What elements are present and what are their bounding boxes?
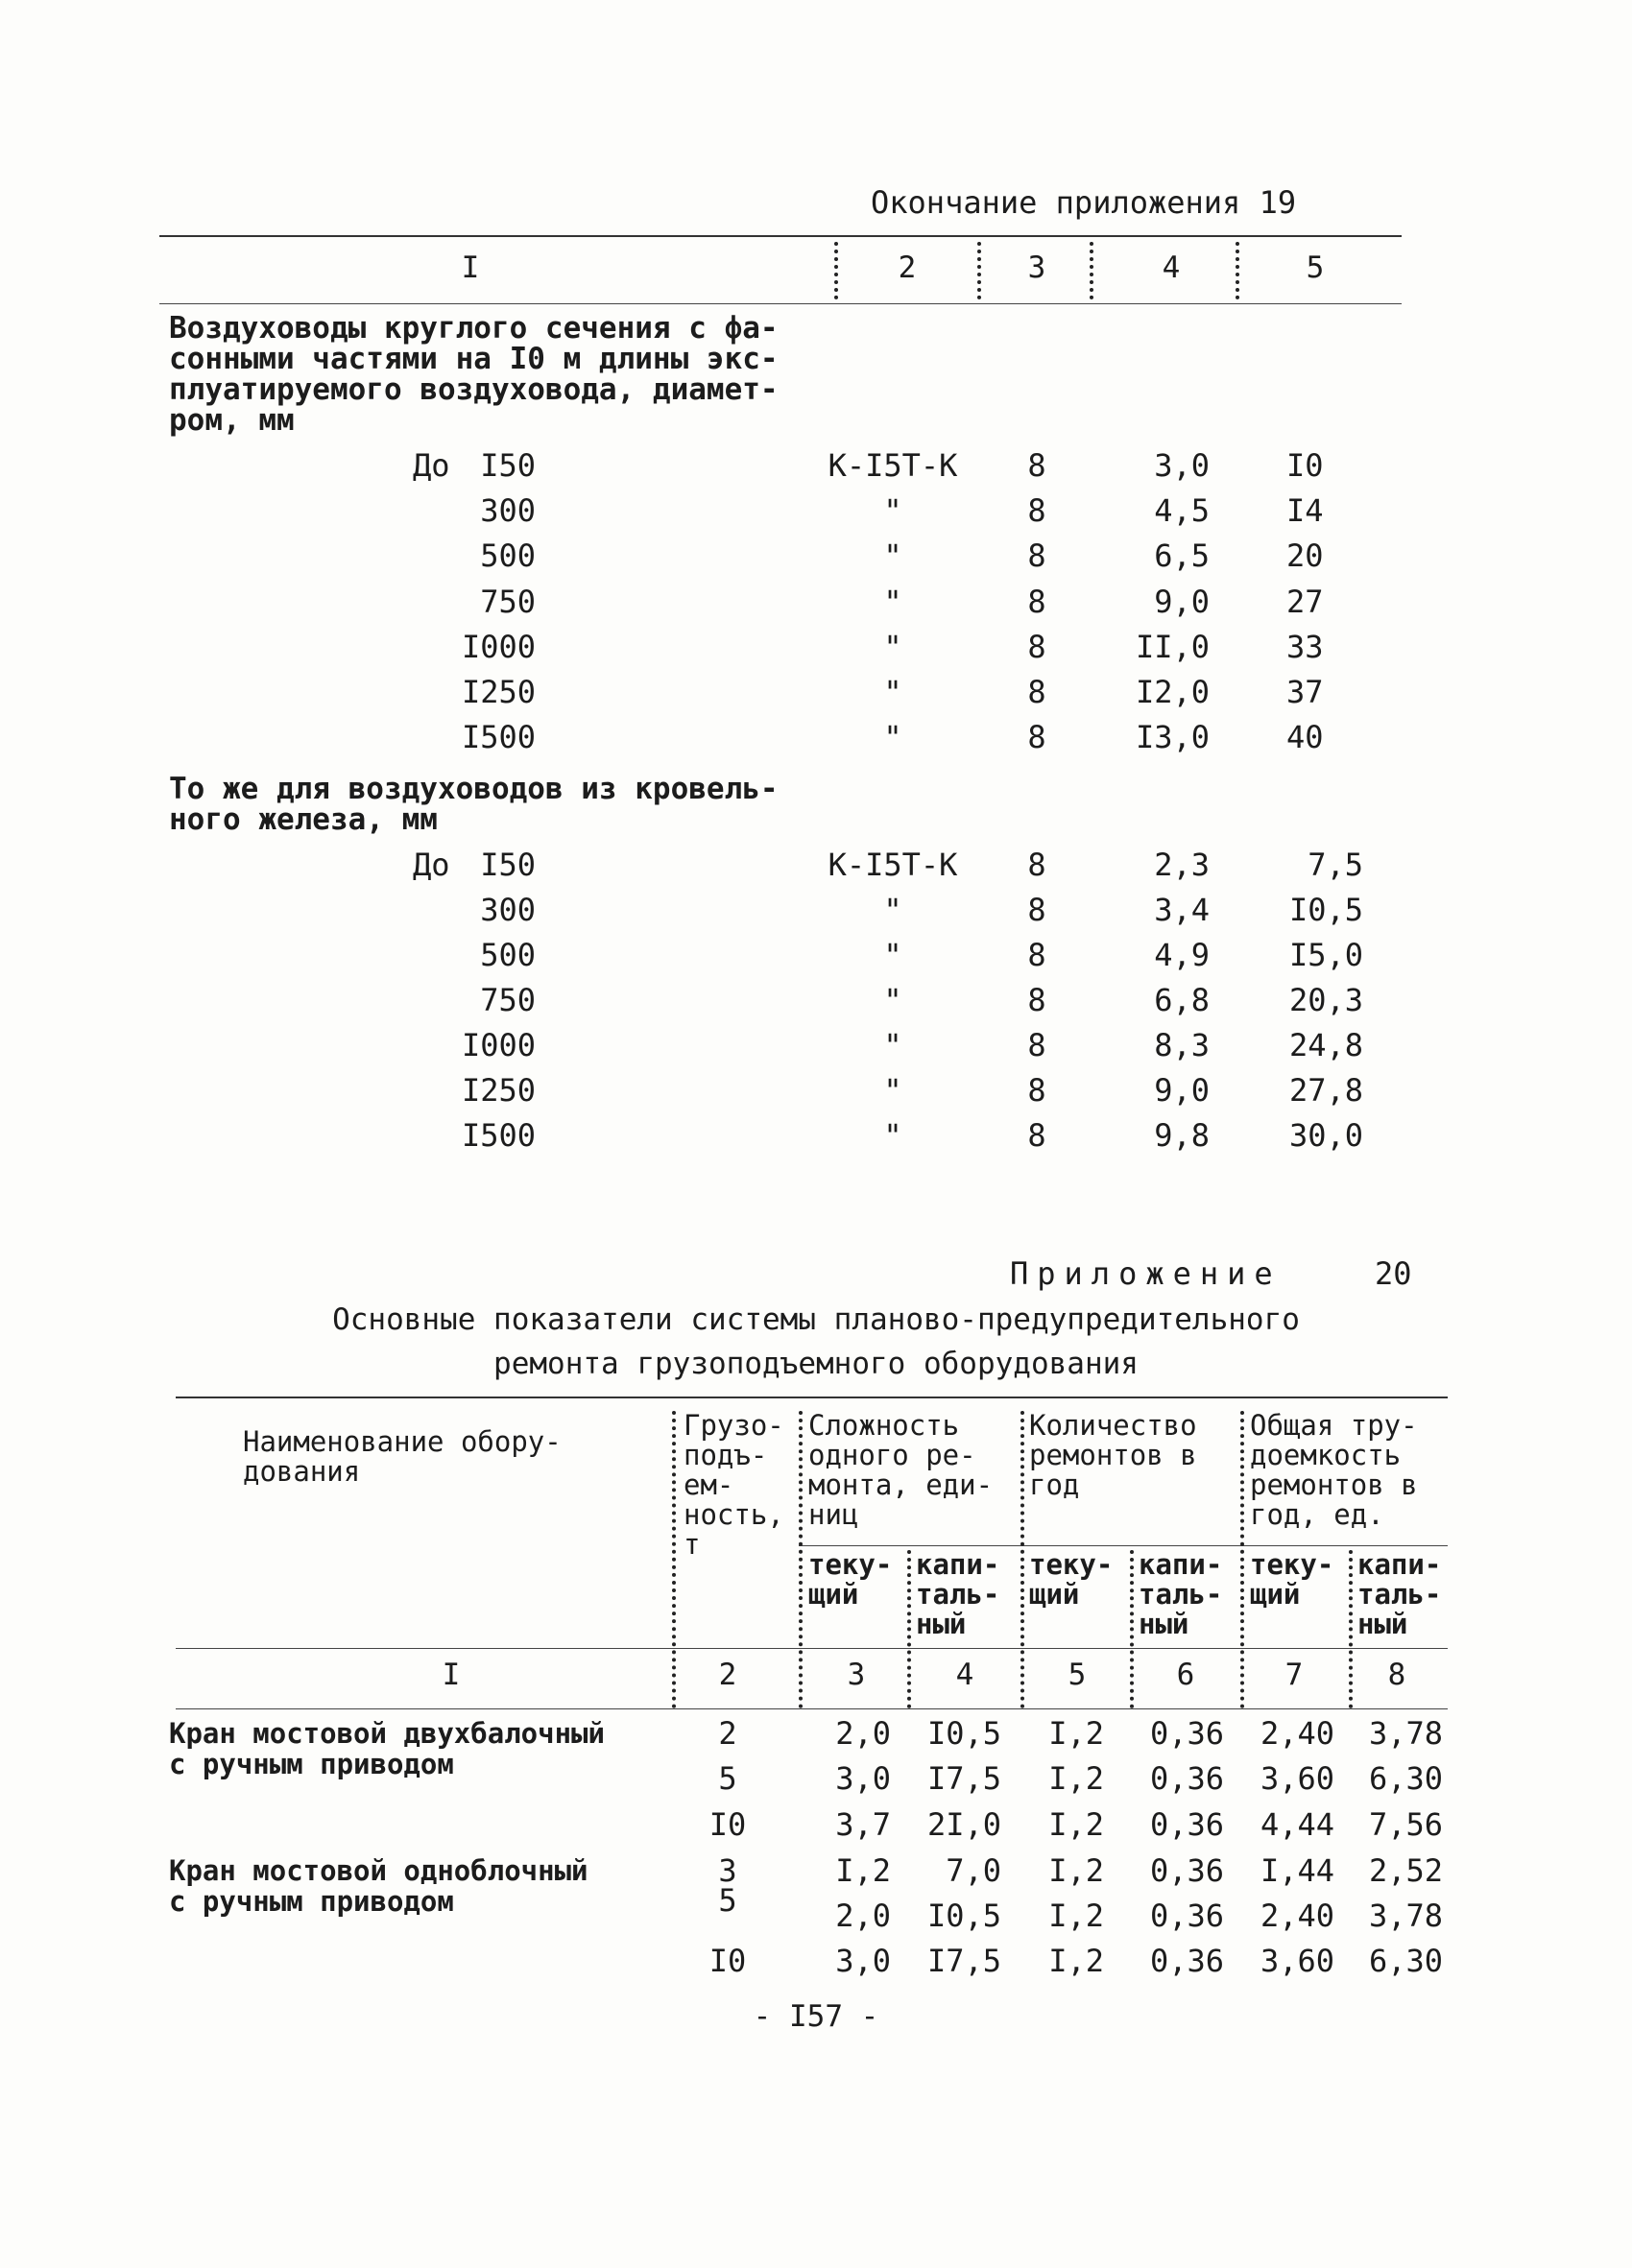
appendix20-label: Приложение <box>1010 1255 1282 1292</box>
row-diameter: I000 <box>461 1027 536 1063</box>
cell-col8: 6,30 <box>1368 1760 1443 1797</box>
cell-col6: 0,36 <box>1149 1715 1224 1752</box>
row-code: " <box>883 1117 902 1154</box>
table-row <box>0 1808 1632 1847</box>
row-col3: 8 <box>1027 982 1046 1018</box>
group-title-line: плуатируемого воздуховода, диамет- <box>169 372 779 407</box>
row-col4: 3,0 <box>1154 447 1210 484</box>
cell-col3: 3,7 <box>835 1806 891 1843</box>
header-complexity: Сложность одного ре- монта, еди- ниц <box>808 1409 994 1531</box>
row-col3: 8 <box>1027 492 1046 529</box>
table19-col-4: 4 <box>1162 251 1181 285</box>
table19-top-rule <box>159 235 1402 237</box>
cell-col5: I,2 <box>1048 1806 1104 1843</box>
table19-header-rule <box>159 303 1402 304</box>
row-diameter: I500 <box>461 1117 536 1154</box>
column-number: 4 <box>955 1658 974 1692</box>
row-diameter: I250 <box>461 674 536 710</box>
equipment-name-line: Кран мостовой двухбалочный <box>169 1717 605 1750</box>
header-equipment-name: Наименование обору- дования <box>243 1425 562 1488</box>
table20-divider <box>1349 1550 1353 1708</box>
column-number: 8 <box>1387 1658 1406 1692</box>
row-col5: 40 <box>1286 719 1324 755</box>
row-col5: 27,8 <box>1288 1072 1363 1109</box>
header-capital: капи- таль- ный <box>1357 1548 1442 1640</box>
row-col4: 2,3 <box>1154 847 1210 883</box>
cell-col6: 0,36 <box>1149 1898 1224 1934</box>
row-code: " <box>883 719 902 755</box>
table-row <box>0 1119 1632 1158</box>
row-code: " <box>883 674 902 710</box>
row-diameter: I50 <box>480 847 536 883</box>
row-diameter: I500 <box>461 719 536 755</box>
cell-col4: I7,5 <box>926 1943 1001 1979</box>
cell-col6: 0,36 <box>1149 1806 1224 1843</box>
cell-col3: 2,0 <box>835 1715 891 1752</box>
cell-capacity: I0 <box>708 1806 747 1843</box>
row-col4: 3,4 <box>1154 892 1210 928</box>
table20-divider <box>1240 1411 1244 1708</box>
table20-divider <box>907 1550 911 1708</box>
table19-col-1: I <box>461 251 480 285</box>
row-col4: 4,9 <box>1154 937 1210 973</box>
row-code: " <box>883 492 902 529</box>
cell-col7: I,44 <box>1260 1852 1334 1889</box>
table20-divider <box>1020 1411 1024 1708</box>
table-row <box>0 1717 1632 1755</box>
column-number: 5 <box>1068 1658 1087 1692</box>
cell-col4: 2I,0 <box>926 1806 1001 1843</box>
row-col5: I0,5 <box>1288 892 1363 928</box>
table-row <box>0 939 1632 977</box>
row-col3: 8 <box>1027 629 1046 665</box>
cell-col5: I,2 <box>1048 1852 1104 1889</box>
table-row <box>0 585 1632 624</box>
cell-col8: 3,78 <box>1368 1898 1443 1934</box>
row-col3: 8 <box>1027 847 1046 883</box>
table-row <box>0 494 1632 533</box>
column-number: 2 <box>718 1658 737 1692</box>
row-col3: 8 <box>1027 1117 1046 1154</box>
row-code: " <box>883 982 902 1018</box>
page-number: - I57 - <box>753 1999 879 2034</box>
equipment-name-line: Кран мостовой одноблочный <box>169 1854 588 1887</box>
cell-col5: I,2 <box>1048 1715 1104 1752</box>
row-col5: 20 <box>1286 537 1324 574</box>
row-col3: 8 <box>1027 1072 1046 1109</box>
row-col5: 33 <box>1286 629 1324 665</box>
table-row <box>0 721 1632 759</box>
row-diameter: 750 <box>480 584 536 620</box>
row-col3: 8 <box>1027 937 1046 973</box>
equipment-name-line: с ручным приводом <box>169 1885 454 1918</box>
table19-divider <box>834 242 838 299</box>
table-row <box>0 1882 1632 1938</box>
header-repairs-per-year: Количество ремонтов в год <box>1029 1409 1197 1501</box>
cell-col8: 7,56 <box>1368 1806 1443 1843</box>
table-row <box>0 894 1632 932</box>
row-diameter: 500 <box>480 537 536 574</box>
row-col4: 8,3 <box>1154 1027 1210 1063</box>
table20-top-rule <box>176 1397 1448 1398</box>
appendix20-title-line2: ремонта грузоподъемного оборудования <box>493 1347 1139 1381</box>
table20-divider <box>672 1411 676 1708</box>
cell-col3: I,2 <box>835 1852 891 1889</box>
cell-col4: I0,5 <box>926 1898 1001 1934</box>
row-col3: 8 <box>1027 447 1046 484</box>
header-subrule <box>799 1545 1448 1546</box>
row-col4: II,0 <box>1135 629 1210 665</box>
cell-col8: 3,78 <box>1368 1715 1443 1752</box>
table-row <box>0 1854 1632 1893</box>
row-col5: 37 <box>1286 674 1324 710</box>
row-code: " <box>883 584 902 620</box>
row-code: " <box>883 937 902 973</box>
row-col3: 8 <box>1027 892 1046 928</box>
row-diameter: 300 <box>480 492 536 529</box>
cell-col4: 7,0 <box>946 1852 1001 1889</box>
row-col5: I0 <box>1286 447 1324 484</box>
cell-col6: 0,36 <box>1149 1760 1224 1797</box>
row-col5: 20,3 <box>1288 982 1363 1018</box>
row-col4: 9,0 <box>1154 584 1210 620</box>
row-col5: I5,0 <box>1288 937 1363 973</box>
cell-col3: 3,0 <box>835 1943 891 1979</box>
row-col3: 8 <box>1027 674 1046 710</box>
row-diameter: 750 <box>480 982 536 1018</box>
header-current: теку- щий <box>808 1548 893 1611</box>
table20-divider <box>799 1411 803 1708</box>
group-title-line: ром, мм <box>169 403 295 438</box>
row-col5: 24,8 <box>1288 1027 1363 1063</box>
table20-header-rule <box>176 1648 1448 1649</box>
row-col5: 7,5 <box>1308 847 1363 883</box>
table-row <box>0 984 1632 1022</box>
cell-col4: I7,5 <box>926 1760 1001 1797</box>
row-code: " <box>883 892 902 928</box>
cell-col7: 4,44 <box>1260 1806 1334 1843</box>
column-number: 6 <box>1176 1658 1195 1692</box>
header-current: теку- щий <box>1250 1548 1334 1611</box>
header-labor-intensity: Общая тру- доемкость ремонтов в год, ед. <box>1250 1409 1418 1531</box>
table19-divider <box>1090 242 1093 299</box>
cell-col3: 2,0 <box>835 1898 891 1934</box>
table-row <box>0 449 1632 488</box>
cell-col6: 0,36 <box>1149 1943 1224 1979</box>
row-code: " <box>883 1027 902 1063</box>
row-col3: 8 <box>1027 537 1046 574</box>
cell-col7: 2,40 <box>1260 1715 1334 1752</box>
row-col4: 4,5 <box>1154 492 1210 529</box>
row-col4: I2,0 <box>1135 674 1210 710</box>
table19-divider <box>1236 242 1239 299</box>
row-diameter: I250 <box>461 1072 536 1109</box>
appendix20-title-line1: Основные показатели системы планово-предупредительного <box>332 1302 1300 1337</box>
header-current: теку- щий <box>1029 1548 1114 1611</box>
row-diameter: I50 <box>480 447 536 484</box>
cell-capacity: 5 <box>718 1760 737 1797</box>
row-col3: 8 <box>1027 584 1046 620</box>
cell-capacity: 3 <box>718 1852 737 1889</box>
cell-capacity: I0 <box>708 1943 747 1979</box>
row-col3: 8 <box>1027 1027 1046 1063</box>
column-number: 7 <box>1284 1658 1304 1692</box>
cell-col7: 2,40 <box>1260 1898 1334 1934</box>
row-diameter: I000 <box>461 629 536 665</box>
group-title-line: сонными частями на I0 м длины экс- <box>169 342 779 376</box>
group-title-line: ного железа, мм <box>169 802 438 837</box>
equipment-name-line: с ручным приводом <box>169 1748 454 1780</box>
row-col4: 9,8 <box>1154 1117 1210 1154</box>
cell-col6: 0,36 <box>1149 1852 1224 1889</box>
row-code: К-I5Т-К <box>828 847 958 883</box>
appendix19-caption: Окончание приложения 19 <box>871 184 1297 221</box>
cell-col7: 3,60 <box>1260 1760 1334 1797</box>
row-col5: I4 <box>1286 492 1324 529</box>
row-col4: 9,0 <box>1154 1072 1210 1109</box>
column-number: 3 <box>847 1658 866 1692</box>
header-capacity: Грузо- подъ- ем- ность, т <box>684 1409 784 1561</box>
row-code: " <box>883 1072 902 1109</box>
cell-capacity: 2 <box>718 1715 737 1752</box>
row-diameter: 300 <box>480 892 536 928</box>
cell-col5: I,2 <box>1048 1898 1104 1934</box>
cell-col5: I,2 <box>1048 1943 1104 1979</box>
cell-col5: I,2 <box>1048 1760 1104 1797</box>
cell-col4: I0,5 <box>926 1715 1001 1752</box>
table20-divider <box>1130 1550 1134 1708</box>
header-capital: капи- таль- ный <box>1139 1548 1223 1640</box>
table19-col-2: 2 <box>898 251 917 285</box>
row-code: " <box>883 629 902 665</box>
row-col3: 8 <box>1027 719 1046 755</box>
group-title-line: Воздуховоды круглого сечения с фа- <box>169 311 779 346</box>
table-row <box>0 1762 1632 1801</box>
row-col4: 6,5 <box>1154 537 1210 574</box>
cell-col8: 2,52 <box>1368 1852 1443 1889</box>
cell-col7: 3,60 <box>1260 1943 1334 1979</box>
row-diameter: 500 <box>480 937 536 973</box>
cell-col8: 6,30 <box>1368 1943 1443 1979</box>
row-col5: 27 <box>1286 584 1324 620</box>
table-row <box>0 631 1632 669</box>
cell-col3: 3,0 <box>835 1760 891 1797</box>
row-code: " <box>883 537 902 574</box>
table-row <box>0 1074 1632 1112</box>
table20-numbers-rule <box>176 1708 1448 1709</box>
row-col4: I3,0 <box>1135 719 1210 755</box>
table-row <box>0 848 1632 887</box>
cell-capacity: 5 <box>718 1882 737 1919</box>
row-col5: 30,0 <box>1288 1117 1363 1154</box>
table-row <box>0 1029 1632 1067</box>
table-row <box>0 1945 1632 1983</box>
column-number: I <box>442 1658 461 1692</box>
row-prefix: До <box>413 447 450 484</box>
table19-col-5: 5 <box>1306 251 1325 285</box>
appendix20-number: 20 <box>1375 1255 1412 1292</box>
row-prefix: До <box>413 847 450 883</box>
table19-col-3: 3 <box>1027 251 1046 285</box>
header-capital: капи- таль- ный <box>916 1548 1000 1640</box>
table19-divider <box>977 242 981 299</box>
row-col4: 6,8 <box>1154 982 1210 1018</box>
table-row <box>0 676 1632 714</box>
table-row <box>0 539 1632 578</box>
group-title-line: То же для воздуховодов из кровель- <box>169 772 779 806</box>
row-code: К-I5Т-К <box>828 447 958 484</box>
